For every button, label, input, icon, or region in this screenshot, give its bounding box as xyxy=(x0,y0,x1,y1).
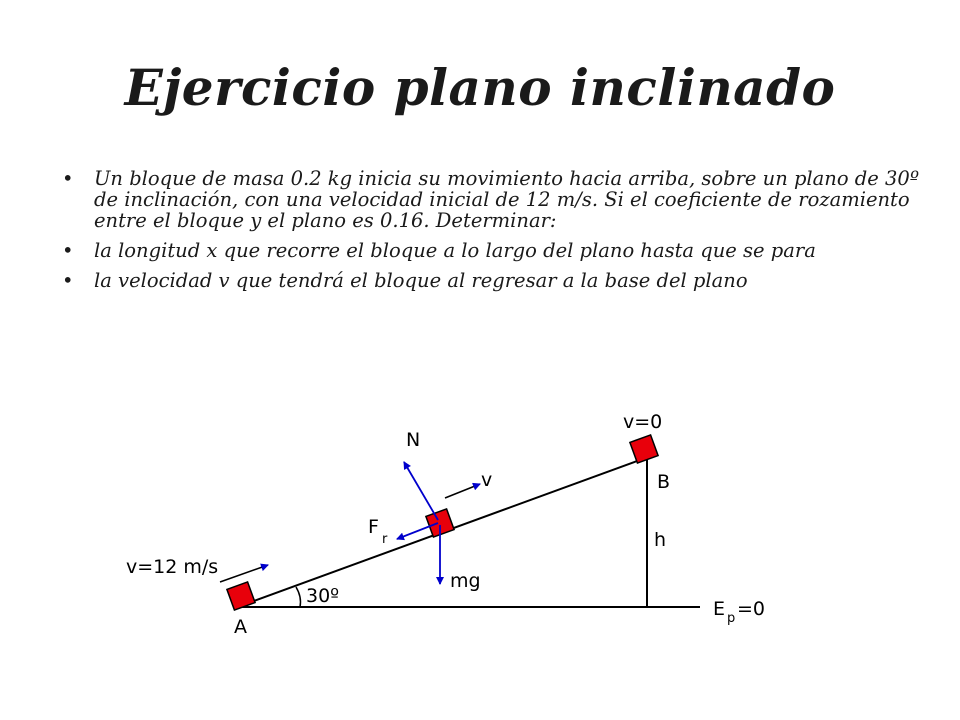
initial-velocity-arrow xyxy=(220,565,268,582)
label-velocity: v xyxy=(481,469,493,491)
label-height: h xyxy=(654,529,667,551)
bullet-dot: • xyxy=(62,269,74,292)
label-potential-value: =0 xyxy=(737,598,766,620)
label-initial-velocity: v=12 m/s xyxy=(126,556,219,578)
block-bottom xyxy=(227,582,255,610)
label-friction: F xyxy=(368,516,379,538)
bullet-dot: • xyxy=(62,167,74,190)
label-weight: mg xyxy=(450,570,481,592)
bullet-text: Un bloque de masa 0.2 kg inicia su movimiento hacia arriba, sobre un plano de 30º de inclinación, con una velocidad inicial de 12 m/s. Si el coeficiente de rozamiento entre el bloque y el plano es 0.16. Determinar: xyxy=(94,167,919,232)
label-friction-subscript: r xyxy=(382,532,388,547)
bullet-text: la velocidad v que tendrá el bloque al regresar a la base del plano xyxy=(94,269,748,292)
slide-title: Ejercicio plano inclinado xyxy=(124,58,836,117)
bullet-dot: • xyxy=(62,239,74,262)
label-point-b: B xyxy=(657,471,671,493)
block-top xyxy=(630,435,658,463)
label-point-a: A xyxy=(234,616,247,638)
label-angle: 30º xyxy=(306,585,340,607)
label-normal-force: N xyxy=(406,429,421,451)
bullet-text: la longitud x que recorre el bloque a lo largo del plano hasta que se para xyxy=(94,239,816,262)
velocity-arrow xyxy=(445,484,480,498)
label-potential-energy: E xyxy=(713,598,726,620)
angle-arc xyxy=(296,587,301,607)
normal-force-arrow xyxy=(404,462,438,520)
label-final-velocity: v=0 xyxy=(623,411,663,433)
label-potential-subscript: p xyxy=(727,611,736,626)
